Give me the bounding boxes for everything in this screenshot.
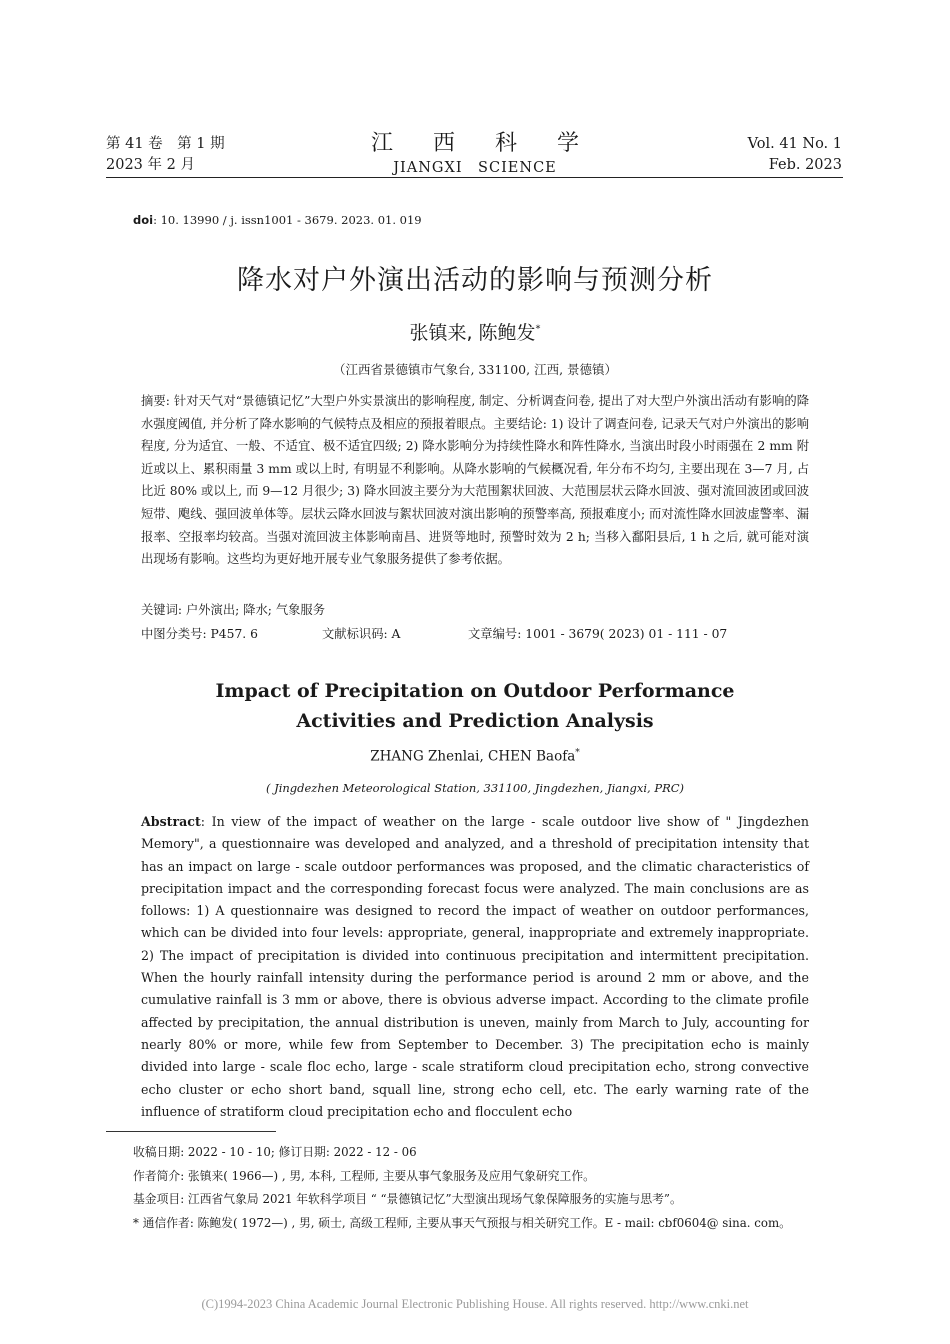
copyright-watermark: (C)1994-2023 China Academic Journal Electronic Publishing House. All rights reserved. http://www.cnki.net	[201, 1297, 749, 1311]
paper-title-cn: 降水对户外演出活动的影响与预测分析	[237, 265, 713, 296]
clc-number: 中图分类号: P457. 6	[141, 627, 258, 641]
affiliation-cn: （江西省景德镇市气象台, 331100, 江西, 景德镇）	[332, 362, 618, 377]
doi-label: doi	[133, 213, 154, 227]
header-volume-en-block	[748, 134, 842, 176]
publication-date-en: Feb. 2023	[768, 157, 842, 173]
authors-en	[0, 748, 950, 765]
abstract-cn: 摘要: 针对天气对“景德镇记忆”大型户外实景演出的影响程度, 制定、分析调查问卷, 提出了对大型户外演出活动有影响的降水强度阈值, 并分析了降水影响的气候特点及相应的预报着眼点。主要结论: 1) 设计了调查问卷, 记录天气对户外演出的影响程度, 分为适宜、一般、不适宜、极不适宜四级; 2) 降水影响分为持续性降水和阵性降水, 当演出时段小时雨强在 2 mm 附近或以上、累积雨量 3 mm 或以上时, 有明显不利影响。从降水影响的气候概况看, 年分布不均匀, 主要出现在 3—7 月, 占比近 80% 或以上, 而 9—12 月很少; 3) 降水回波主要分为大范围絮状回波、大范围层状云降水回波、强对流回波团或回波短带、飑线、强回波单体等。层状云降水回波与絮状回波对演出影响的预警率高, 预报难度小; 而对流性降水回波虚警率、漏报率、空报率均较高。当强对流回波主体影响南昌、进贤等地时, 预警时效为 2 h; 当移入鄱阳县后, 1 h 之后, 就可能对演出现场有影响。这些均为更好地开展专业气象服务提供了参考依据。	[141, 394, 809, 567]
volume-issue-cn: 第 41 卷 第 1 期	[106, 136, 225, 152]
corresponding-mark-en: *	[575, 748, 580, 758]
paper-title-en	[0, 676, 950, 736]
author-names-en: ZHANG Zhenlai, CHEN Baofa	[370, 748, 576, 765]
title-en-line-2: Activities and Prediction Analysis	[296, 710, 654, 732]
affiliation-en: ( Jingdezhen Meteorological Station, 331100, Jingdezhen, Jiangxi, PRC)	[265, 781, 685, 795]
abstract-en	[141, 811, 809, 1123]
fund-project: 基金项目: 江西省气象局 2021 年软科学项目 “ “景德镇记忆”大型演出现场气象保障服务的实施与思考”。	[133, 1192, 682, 1206]
author-names-cn: 张镇来, 陈鲍发	[409, 322, 536, 344]
volume-issue-en: Vol. 41 No. 1	[747, 136, 842, 152]
title-en-line-1: Impact of Precipitation on Outdoor Performance	[215, 680, 735, 702]
article-number: 文章编号: 1001 - 3679( 2023) 01 - 111 - 07	[468, 627, 728, 641]
footnotes	[133, 1141, 853, 1235]
doi-value: : 10. 13990 / j. issn1001 - 3679. 2023. 01. 019	[153, 213, 422, 227]
keywords-cn: 关键词: 户外演出; 降水; 气象服务	[141, 603, 326, 617]
abstract-en-text: : In view of the impact of weather on the large - scale outdoor live show of " Jingdezhen Memory", a questionnaire was developed and analyzed, and a threshold of precipitation intensity that has an impact on large - scale outdoor performances was proposed, and the climatic characteristics of precipitation impact and the corresponding forecast focus were analyzed. The main conclusions are as follows: 1) A questionnaire was designed to record the impact of weather on outdoor performances, which can be divided into four levels: appropriate, general, inappropriate and extremely inappropriate. 2) The impact of precipitation is divided into continuous precipitation and intermittent precipitation. When the hourly rainfall intensity during the performance period is around 2 mm or above, and the cumulative rainfall is 3 mm or above, there is obvious adverse impact. According to the climate profile affected by precipitation, the annual distribution is uneven, mainly from March to July, accounting for nearly 80% or more, while few from September to December. 3) The precipitation echo is mainly divided into large - scale floc echo, large - scale stratiform cloud precipitation echo, strong convective echo cluster or echo short band, squall line, strong echo cell, etc. The early warning rate of the influence of stratiform cloud precipitation echo and flocculent echo	[141, 814, 809, 1119]
footnote-divider	[106, 1131, 276, 1132]
journal-name-en: JIANGXI SCIENCE	[393, 160, 557, 176]
received-date: 收稿日期: 2022 - 10 - 10; 修订日期: 2022 - 12 - 06	[133, 1145, 417, 1159]
header-divider	[106, 177, 843, 178]
abstract-en-label: Abstract	[141, 814, 201, 829]
document-code: 文献标识码: A	[322, 627, 401, 641]
journal-name-cn: 江西科学	[370, 131, 619, 156]
author-bio: 作者简介: 张镇来( 1966—) , 男, 本科, 工程师, 主要从事气象服务及应用气象研究工作。	[133, 1168, 595, 1183]
corresponding-author: * 通信作者: 陈鲍发( 1972—) , 男, 硕士, 高级工程师, 主要从事天气预报与相关研究工作。E - mail: cbf0604@ sina. com。	[133, 1215, 791, 1230]
publication-date-cn: 2023 年 2 月	[106, 157, 195, 173]
corresponding-mark-cn: *	[535, 323, 541, 335]
doi-line	[133, 213, 422, 227]
authors-cn	[0, 318, 950, 345]
